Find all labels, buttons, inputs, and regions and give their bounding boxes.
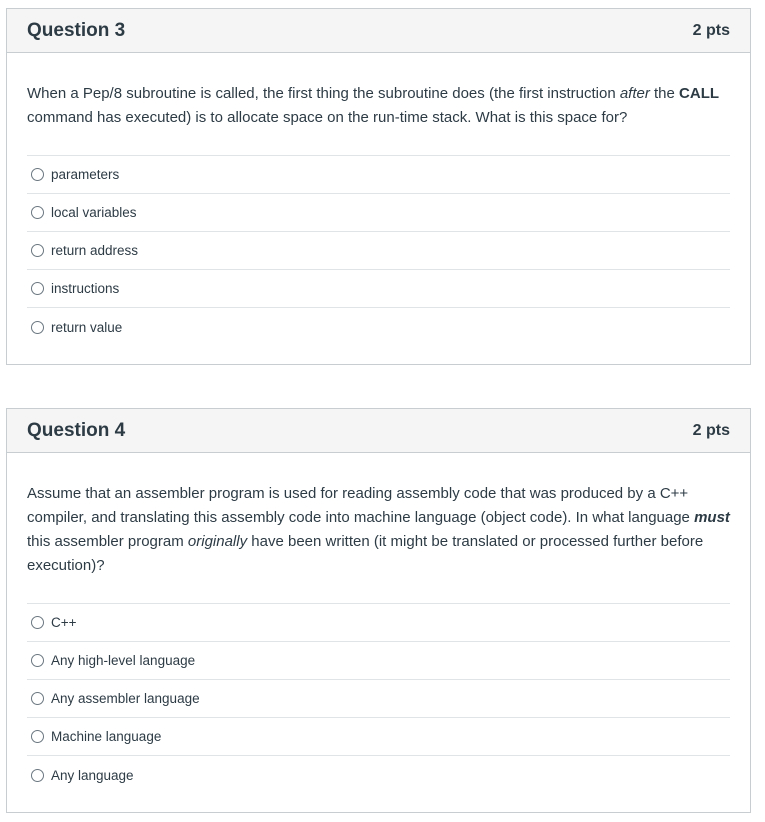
question-text-strong: must <box>694 509 730 526</box>
question-body <box>7 453 750 794</box>
question-text <box>27 453 730 603</box>
radio-button[interactable] <box>31 769 44 782</box>
question-text-strong: CALL <box>679 85 720 102</box>
question-text-part: command has executed) is to allocate space on the run-time stack. What is this space for? <box>27 109 628 126</box>
question-card-4 <box>6 408 751 813</box>
answer-label: Any language <box>51 767 134 783</box>
question-text-emphasis: after <box>619 85 650 102</box>
radio-button[interactable] <box>31 321 44 334</box>
question-text-part: Assume that an assembler program is used for reading assembly code that was produced by a C++ compiler, and translating this assembly code into machine language (object code). In what language <box>27 485 695 526</box>
answer-option[interactable] <box>27 642 730 680</box>
question-title: Question 3 <box>27 19 126 41</box>
question-text-part: this assembler program <box>27 533 188 550</box>
answer-label: instructions <box>51 281 120 296</box>
answer-option[interactable] <box>27 308 730 346</box>
answer-option[interactable] <box>27 680 730 718</box>
question-points: 2 pts <box>692 421 730 439</box>
question-header <box>7 409 750 453</box>
question-text-part: have been written (it might be translated or processed further before execution)? <box>27 533 704 574</box>
question-text <box>27 53 730 155</box>
answer-list <box>27 603 730 794</box>
radio-button[interactable] <box>31 692 44 705</box>
answer-label: Any high-level language <box>51 653 196 668</box>
answer-label: C++ <box>51 615 77 630</box>
answer-option[interactable] <box>27 718 730 756</box>
radio-button[interactable] <box>31 168 44 181</box>
radio-button[interactable] <box>31 654 44 667</box>
radio-button[interactable] <box>31 282 44 295</box>
radio-button[interactable] <box>31 616 44 629</box>
question-text-part: When a Pep/8 subroutine is called, the first thing the subroutine does (the first instruction <box>27 85 620 102</box>
question-points: 2 pts <box>692 21 730 39</box>
answer-option[interactable] <box>27 604 730 642</box>
radio-button[interactable] <box>31 244 44 257</box>
answer-option[interactable] <box>27 756 730 794</box>
answer-label: return value <box>51 319 123 335</box>
question-text-part: the <box>649 85 680 102</box>
answer-label: Any assembler language <box>51 691 200 706</box>
question-body <box>7 53 750 346</box>
answer-label: parameters <box>51 167 120 182</box>
answer-label: return address <box>51 243 139 258</box>
answer-label: local variables <box>51 205 137 220</box>
question-title: Question 4 <box>27 419 126 441</box>
answer-option[interactable] <box>27 232 730 270</box>
answer-option[interactable] <box>27 270 730 308</box>
answer-option[interactable] <box>27 194 730 232</box>
question-header <box>7 9 750 53</box>
answer-label: Machine language <box>51 729 162 744</box>
answer-list <box>27 155 730 346</box>
question-card-3 <box>6 8 751 365</box>
radio-button[interactable] <box>31 730 44 743</box>
question-text-emphasis: originally <box>187 533 248 550</box>
radio-button[interactable] <box>31 206 44 219</box>
answer-option[interactable] <box>27 156 730 194</box>
